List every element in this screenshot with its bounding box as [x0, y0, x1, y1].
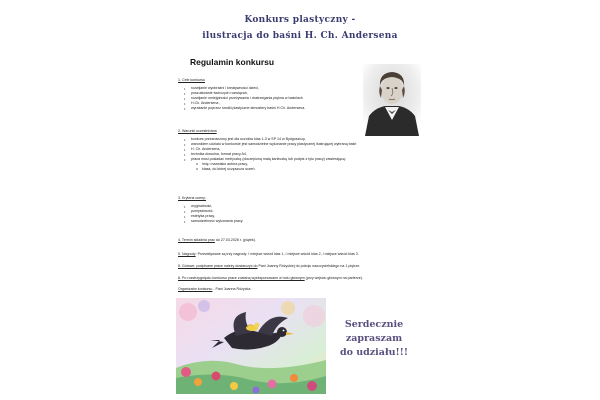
list-item: • pomysłowość,	[178, 209, 243, 214]
list-item: • samodzielność wykonania pracy.	[178, 219, 243, 224]
invitation-line: zapraszam	[345, 333, 403, 344]
list-item: • estetyka pracy,	[178, 214, 243, 219]
submission-text: Pani Joanny Różyckiej do pokoju nauczycielskiego na 1 piętrze.	[257, 264, 361, 268]
awards-label: 5. Nagrody	[178, 252, 196, 256]
section-heading: 2. Warunki uczestnictwa	[178, 129, 217, 133]
list-item-continuation: • H.Ch. Andersena ,	[178, 101, 305, 106]
list-item: • technika dowolna, format pracy A4,	[178, 152, 356, 157]
list-item: • poszukiwanie twórczych rozwiązań,	[178, 91, 305, 96]
page-title-line-1: Konkurs plastyczny -	[244, 15, 356, 25]
exhibition-line	[178, 276, 363, 281]
deadline-label: 4. Termin składnia prac	[178, 238, 215, 242]
exhibition-label: 8. Po rozstrzygnięciu konkursu prace zostaną wyeksponowane w holu głównym	[178, 276, 305, 280]
deadline-text: do 27.03.2026 r. (piątek).	[214, 238, 256, 242]
list-item-continuation: • H. Ch. Andersena,	[178, 147, 356, 152]
page-title-line-2: ilustracja do baśni H. Ch. Andersena	[202, 31, 398, 41]
section-goals	[178, 78, 305, 111]
section-heading: 1. Cele konkursu	[178, 78, 205, 82]
invitation-line: Serdecznie	[344, 319, 404, 330]
invitation-line: do udziału!!!	[339, 347, 409, 358]
exhibition-text: (przy wejściu głównym na parterze).	[304, 276, 363, 280]
list-item: • konkurs przeznaczony jest dla uczniów klas 1-3 w SP 14 w Bydgoszczy,	[178, 137, 356, 142]
submission-label: 6. Gotowe, podpisane prace należy dostarczyć do	[178, 264, 258, 268]
rules-heading: Regulamin konkursu	[190, 57, 275, 67]
fairy-tale-illustration-image	[176, 298, 326, 394]
section-criteria	[178, 196, 243, 224]
list-item: • warunkiem udziału w konkursie jest samodzielne wykonanie pracy plastycznej ilustrującej wybraną baśń	[178, 142, 356, 147]
deadline-line	[178, 238, 256, 243]
awards-text: : Przewidywane są trzy nagrody: I miejsce wśród klas 1, I miejsce wśród klas 2, I miejsce wśród klas 3.	[195, 252, 359, 256]
list-item: • oryginalność,	[178, 204, 243, 209]
sub-list-item: o imię i nazwisko autora pracy,	[178, 162, 356, 167]
section-heading: 3. Kryteria oceny:	[178, 196, 206, 200]
sub-list-item: o klasa, do której uczęszcza uczeń.	[178, 167, 356, 172]
organizer-line	[178, 287, 251, 292]
submission-line	[178, 264, 360, 269]
awards-line	[178, 252, 359, 257]
invitation-text	[330, 318, 418, 360]
list-item: • rozwijanie umiejętności przeżywania i dostrzegania piękna w baśniach	[178, 96, 305, 101]
list-item: • rozwijanie wyobraźni i kreatywności dzieci,	[178, 86, 305, 91]
section-conditions	[178, 129, 356, 172]
andersen-portrait-image	[363, 64, 421, 136]
organizer-label: Organizator konkursu	[178, 287, 213, 291]
list-item: • praca musi posiadać metryczkę (doczepioną małą karteczkę lub podpis z tyłu pracy) zawierającą:	[178, 157, 356, 162]
organizer-text: - Pani Joanna Różycka.	[212, 287, 252, 291]
list-item: • wyrażanie poprzez środki plastyczne atmosfery baśni H.Ch. Andersena.	[178, 106, 305, 111]
